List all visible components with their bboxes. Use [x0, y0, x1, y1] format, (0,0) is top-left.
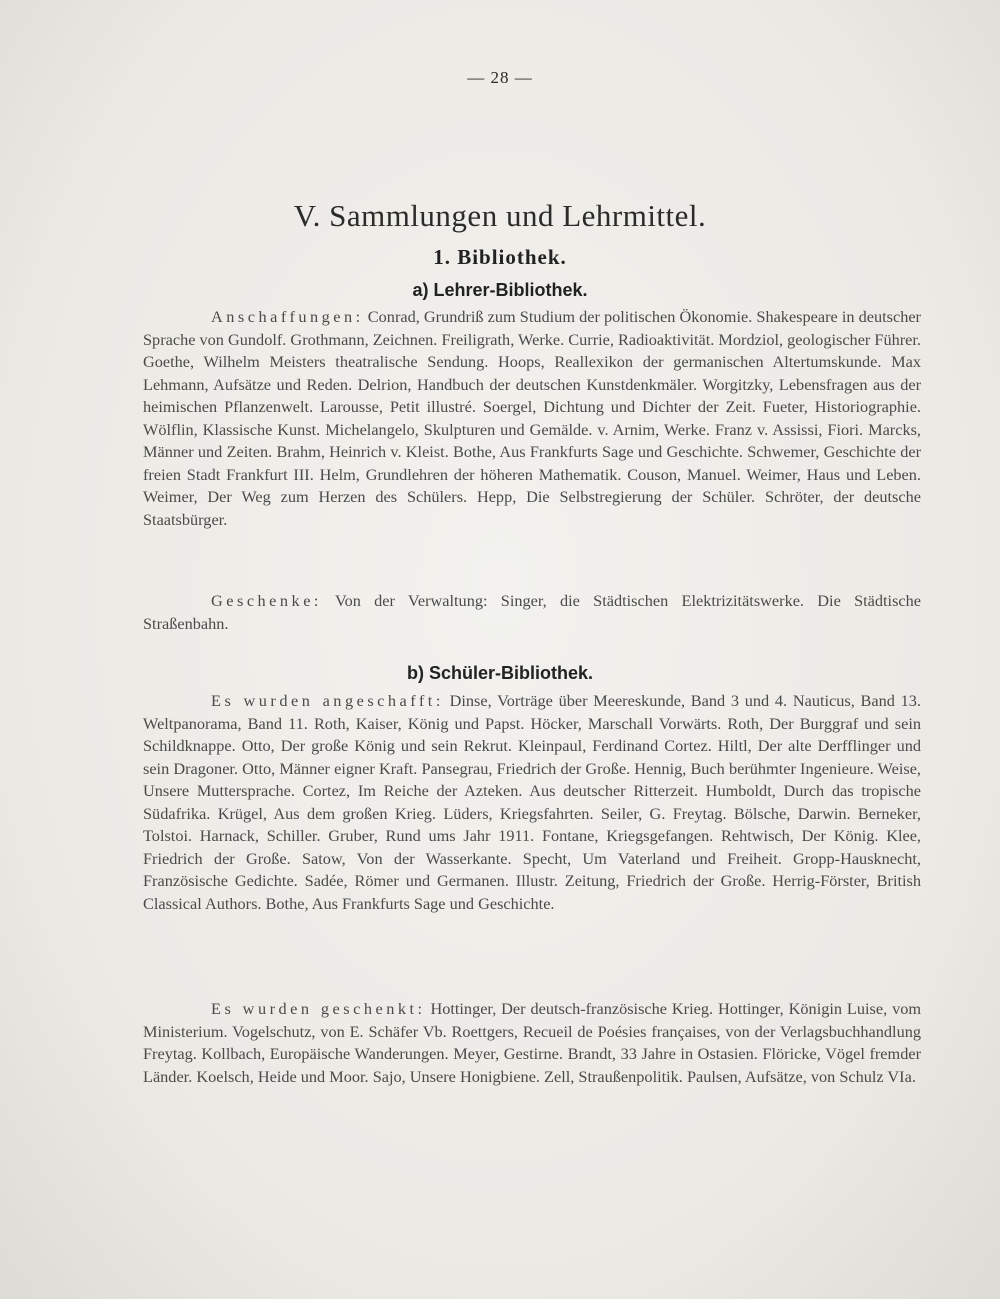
gifts-label: Geschenke: [211, 591, 322, 610]
teacher-library-heading: a) Lehrer-Bibliothek. [412, 280, 588, 300]
donated-text: Hottinger, Der deutsch-französische Krieg. Hottinger, Königin Luise, vom Ministerium. Vogelschutz, von E. Schäfer Vb. Roettgers, Recueil de Poésies françaises, von der Verlagsbuchhandlung Freytag. Kollbach, Europäische Wanderungen. Meyer, Gestirne. Brandt, 33 Jahre in Ostasien. Flöricke, Vögel fremder Länder. Koelsch, Heide und Moor. Sajo, Unsere Honigbiene. Zell, Straußenpolitik. Paulsen, Aufsätze, von Schulz VIa. [143, 999, 922, 1086]
page-number: — 28 — [467, 68, 533, 87]
purchased-label: Es wurden angeschafft: [211, 691, 444, 710]
teacher-acquisitions-paragraph [143, 306, 921, 531]
student-donated-paragraph [143, 998, 921, 1088]
gifts-text: Von der Verwaltung: Singer, die Städtischen Elektrizitätswerke. Die Städtische Straßenbahn. [143, 591, 921, 633]
section-title: 1. Bibliothek. [433, 245, 567, 269]
chapter-title: V. Sammlungen und Lehrmittel. [293, 198, 707, 233]
purchased-text: Dinse, Vorträge über Meereskunde, Band 3 und 4. Nauticus, Band 13. Weltpanorama, Band 11. Roth, Kaiser, König und Papst. Höcker, Marschall Vorwärts. Roth, Der Burggraf und sein Schildknappe. Otto, Der große König und sein Rekrut. Kleinpaul, Ferdinand Cortez. Hiltl, Der alte Derfflinger und sein Dragoner. Otto, Männer eigner Kraft. Pansegrau, Friedrich der Große. Hennig, Buch berühmter Ingenieure. Weise, Unsere Muttersprache. Cortez, Im Reiche der Azteken. Aus deutscher Ritterzeit. Humboldt, Durch das tropische Südafrika. Krügel, Aus dem großen Krieg. Lüders, Kriegsfahrten. Seiler, G. Freytag. Bölsche, Darwin. Berneker, Tolstoi. Harnack, Schiller. Gruber, Rund ums Jahr 1911. Fontane, Kriegsgefangen. Rehtwisch, Der König. Klee, Friedrich der Große. Satow, Von der Wasserkante. Specht, Um Vaterland und Freiheit. Gropp-Hausknecht, Französische Gedichte. Sadée, Römer und Germanen. Illustr. Zeitung, Friedrich der Große. Herrig-Förster, British Classical Authors. Bothe, Aus Frankfurts Sage und Geschichte. [143, 691, 921, 913]
acquisitions-text: Conrad, Grundriß zum Studium der politischen Ökonomie. Shakespeare in deutscher Sprache von Gundolf. Grothmann, Zeichnen. Freiligrath, Werke. Currie, Radioaktivität. Mordziol, geologischer Führer. Goethe, Wilhelm Meisters theatralische Sendung. Hoops, Reallexikon der germanischen Altertumskunde. Max Lehmann, Aufsätze und Reden. Delrion, Handbuch der deutschen Kunstdenkmäler. Worgitzky, Lebensfragen aus der heimischen Pflanzenwelt. Larousse, Petit illustré. Soergel, Dichtung und Dichter der Zeit. Fueter, Historiographie. Wölflin, Klassische Kunst. Michelangelo, Skulpturen und Gemälde. v. Arnim, Werke. Franz v. Assissi, Fiori. Marcks, Männer und Zeiten. Brahm, Heinrich v. Kleist. Bothe, Aus Frankfurts Sage und Geschichte. Schwemer, Geschichte der freien Stadt Frankfurt III. Helm, Grundlehren der höheren Mathematik. Couson, Manuel. Weimer, Haus und Leben. Weimer, Der Weg zum Herzen des Schülers. Hepp, Die Selbstregierung der Schüler. Schröter, der deutsche Staatsbürger. [143, 307, 921, 529]
donated-label: Es wurden geschenkt: [211, 999, 426, 1018]
acquisitions-label: Anschaffungen: [211, 307, 364, 326]
teacher-gifts-paragraph [143, 590, 921, 635]
student-library-heading: b) Schüler-Bibliothek. [406, 663, 593, 683]
student-purchased-paragraph [143, 690, 921, 915]
